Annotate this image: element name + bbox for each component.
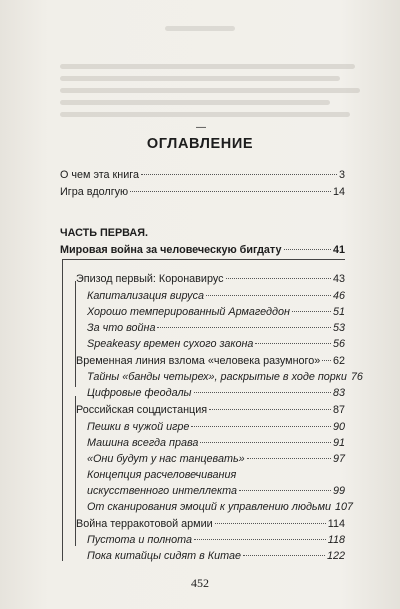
- toc-entry-page: 91: [332, 437, 345, 449]
- outer-bracket-line: [62, 259, 63, 561]
- toc-entry-label: Концепция расчеловечивания: [87, 469, 237, 481]
- toc-entry-label: Российская соцдистанция: [76, 404, 208, 416]
- leader-dots: [239, 490, 331, 491]
- toc-entry-label: Машина всегда права: [87, 437, 199, 449]
- leader-dots: [157, 327, 331, 328]
- toc-entry-label: Временная линия взлома «человека разумного»: [76, 355, 321, 367]
- leader-dots: [191, 426, 331, 427]
- toc-entry-label: Пустота и полнота: [87, 534, 193, 546]
- toc-entry-page: 46: [332, 290, 345, 302]
- leader-dots: [292, 311, 331, 312]
- toc-entry: [87, 306, 345, 318]
- bleed-through-line: [60, 100, 330, 105]
- part-underline: [62, 259, 345, 260]
- toc-entry: [87, 371, 363, 383]
- toc-entry-label: Капитализация вируса: [87, 290, 204, 302]
- toc-entry-label: За что война: [87, 322, 156, 334]
- toc-entry: [87, 534, 345, 546]
- leader-dots: [284, 249, 331, 250]
- toc-entry: [87, 421, 345, 433]
- toc-entry: [87, 437, 345, 449]
- part-page: 41: [332, 244, 345, 256]
- toc-entry-label: Пешки в чужой игре: [87, 421, 190, 433]
- bleed-through-line: [60, 88, 360, 93]
- leader-dots: [206, 295, 331, 296]
- toc-entry-page: 53: [332, 322, 345, 334]
- toc-entry-page: 3: [338, 169, 345, 181]
- toc-entry: [87, 550, 345, 562]
- toc-entry-page: 97: [332, 453, 345, 465]
- leader-dots: [215, 523, 326, 524]
- page-number: 452: [191, 576, 209, 590]
- bleed-through-header: [165, 26, 235, 31]
- toc-entry-page: 122: [326, 550, 345, 562]
- toc-entry-page: 114: [327, 518, 345, 530]
- toc-entry-page: 99: [332, 485, 345, 497]
- toc-entry: [60, 169, 345, 181]
- part-title-entry: [60, 244, 345, 256]
- toc-entry-label: «Они будут у нас танцевать»: [87, 453, 245, 465]
- toc-entry: [60, 186, 345, 198]
- leader-dots: [247, 458, 331, 459]
- toc-entry-label: искусственного интеллекта: [87, 485, 238, 497]
- toc-entry-page: 76: [350, 371, 363, 383]
- toc-entry-page: 51: [332, 306, 345, 318]
- toc-entry-page: 43: [332, 273, 345, 285]
- part-title: Мировая война за человеческую бигдату: [60, 244, 282, 256]
- toc-entry: [76, 273, 345, 285]
- toc-entry-label: Speakeasy времен сухого закона: [87, 338, 254, 350]
- toc-entry: [87, 338, 345, 350]
- episode-bracket-line: [75, 281, 76, 387]
- bleed-through-line: [60, 112, 350, 117]
- title-ornament: —: [196, 122, 206, 133]
- toc-entry: [76, 355, 345, 367]
- leader-dots: [322, 360, 331, 361]
- toc-entry: [87, 469, 345, 481]
- toc-entry-label: Цифровые феодалы: [87, 387, 192, 399]
- toc-entry-label: От сканирования эмоций к управлению людьми: [87, 501, 332, 513]
- toc-entry: [87, 485, 345, 497]
- toc-entry-label: Хорошо темперированный Армагеддон: [87, 306, 290, 318]
- toc-entry-page: 87: [332, 404, 345, 416]
- part-label: ЧАСТЬ ПЕРВАЯ.: [60, 227, 148, 239]
- toc-entry-label: Тайны «банды четырех», раскрытые в ходе порки: [87, 371, 347, 383]
- toc-entry-page: 90: [332, 421, 345, 433]
- toc-entry-label: Пока китайцы сидят в Китае: [87, 550, 242, 562]
- toc-entry-page: 56: [332, 338, 345, 350]
- page-title: ОГЛАВЛЕНИЕ: [146, 136, 254, 152]
- leader-dots: [209, 409, 331, 410]
- leader-dots: [194, 392, 331, 393]
- bleed-through-line: [60, 64, 355, 69]
- toc-entry-label: Война терракотовой армии: [76, 518, 213, 530]
- toc-entry-page: 62: [332, 355, 345, 367]
- leader-dots: [226, 278, 331, 279]
- bleed-through-line: [60, 76, 340, 81]
- toc-entry: [87, 290, 345, 302]
- toc-entry-page: 14: [332, 186, 345, 198]
- toc-entry: [76, 404, 345, 416]
- toc-entry: [87, 453, 345, 465]
- toc-entry-label: О чем эта книга: [60, 169, 139, 181]
- toc-entry: [87, 322, 345, 334]
- toc-entry: [87, 387, 345, 399]
- toc-entry: [87, 501, 354, 513]
- leader-dots: [243, 555, 325, 556]
- leader-dots: [194, 539, 326, 540]
- toc-entry-label: Игра вдолгую: [60, 186, 129, 198]
- toc-entry: [76, 518, 345, 530]
- leader-dots: [255, 343, 331, 344]
- toc-entry-page: 83: [332, 387, 345, 399]
- toc-entry-label: Эпизод первый: Коронавирус: [76, 273, 224, 285]
- toc-entry-page: 118: [327, 534, 345, 546]
- toc-entry-page: 107: [335, 501, 354, 513]
- leader-dots: [200, 442, 331, 443]
- leader-dots: [141, 174, 337, 175]
- leader-dots: [130, 191, 331, 192]
